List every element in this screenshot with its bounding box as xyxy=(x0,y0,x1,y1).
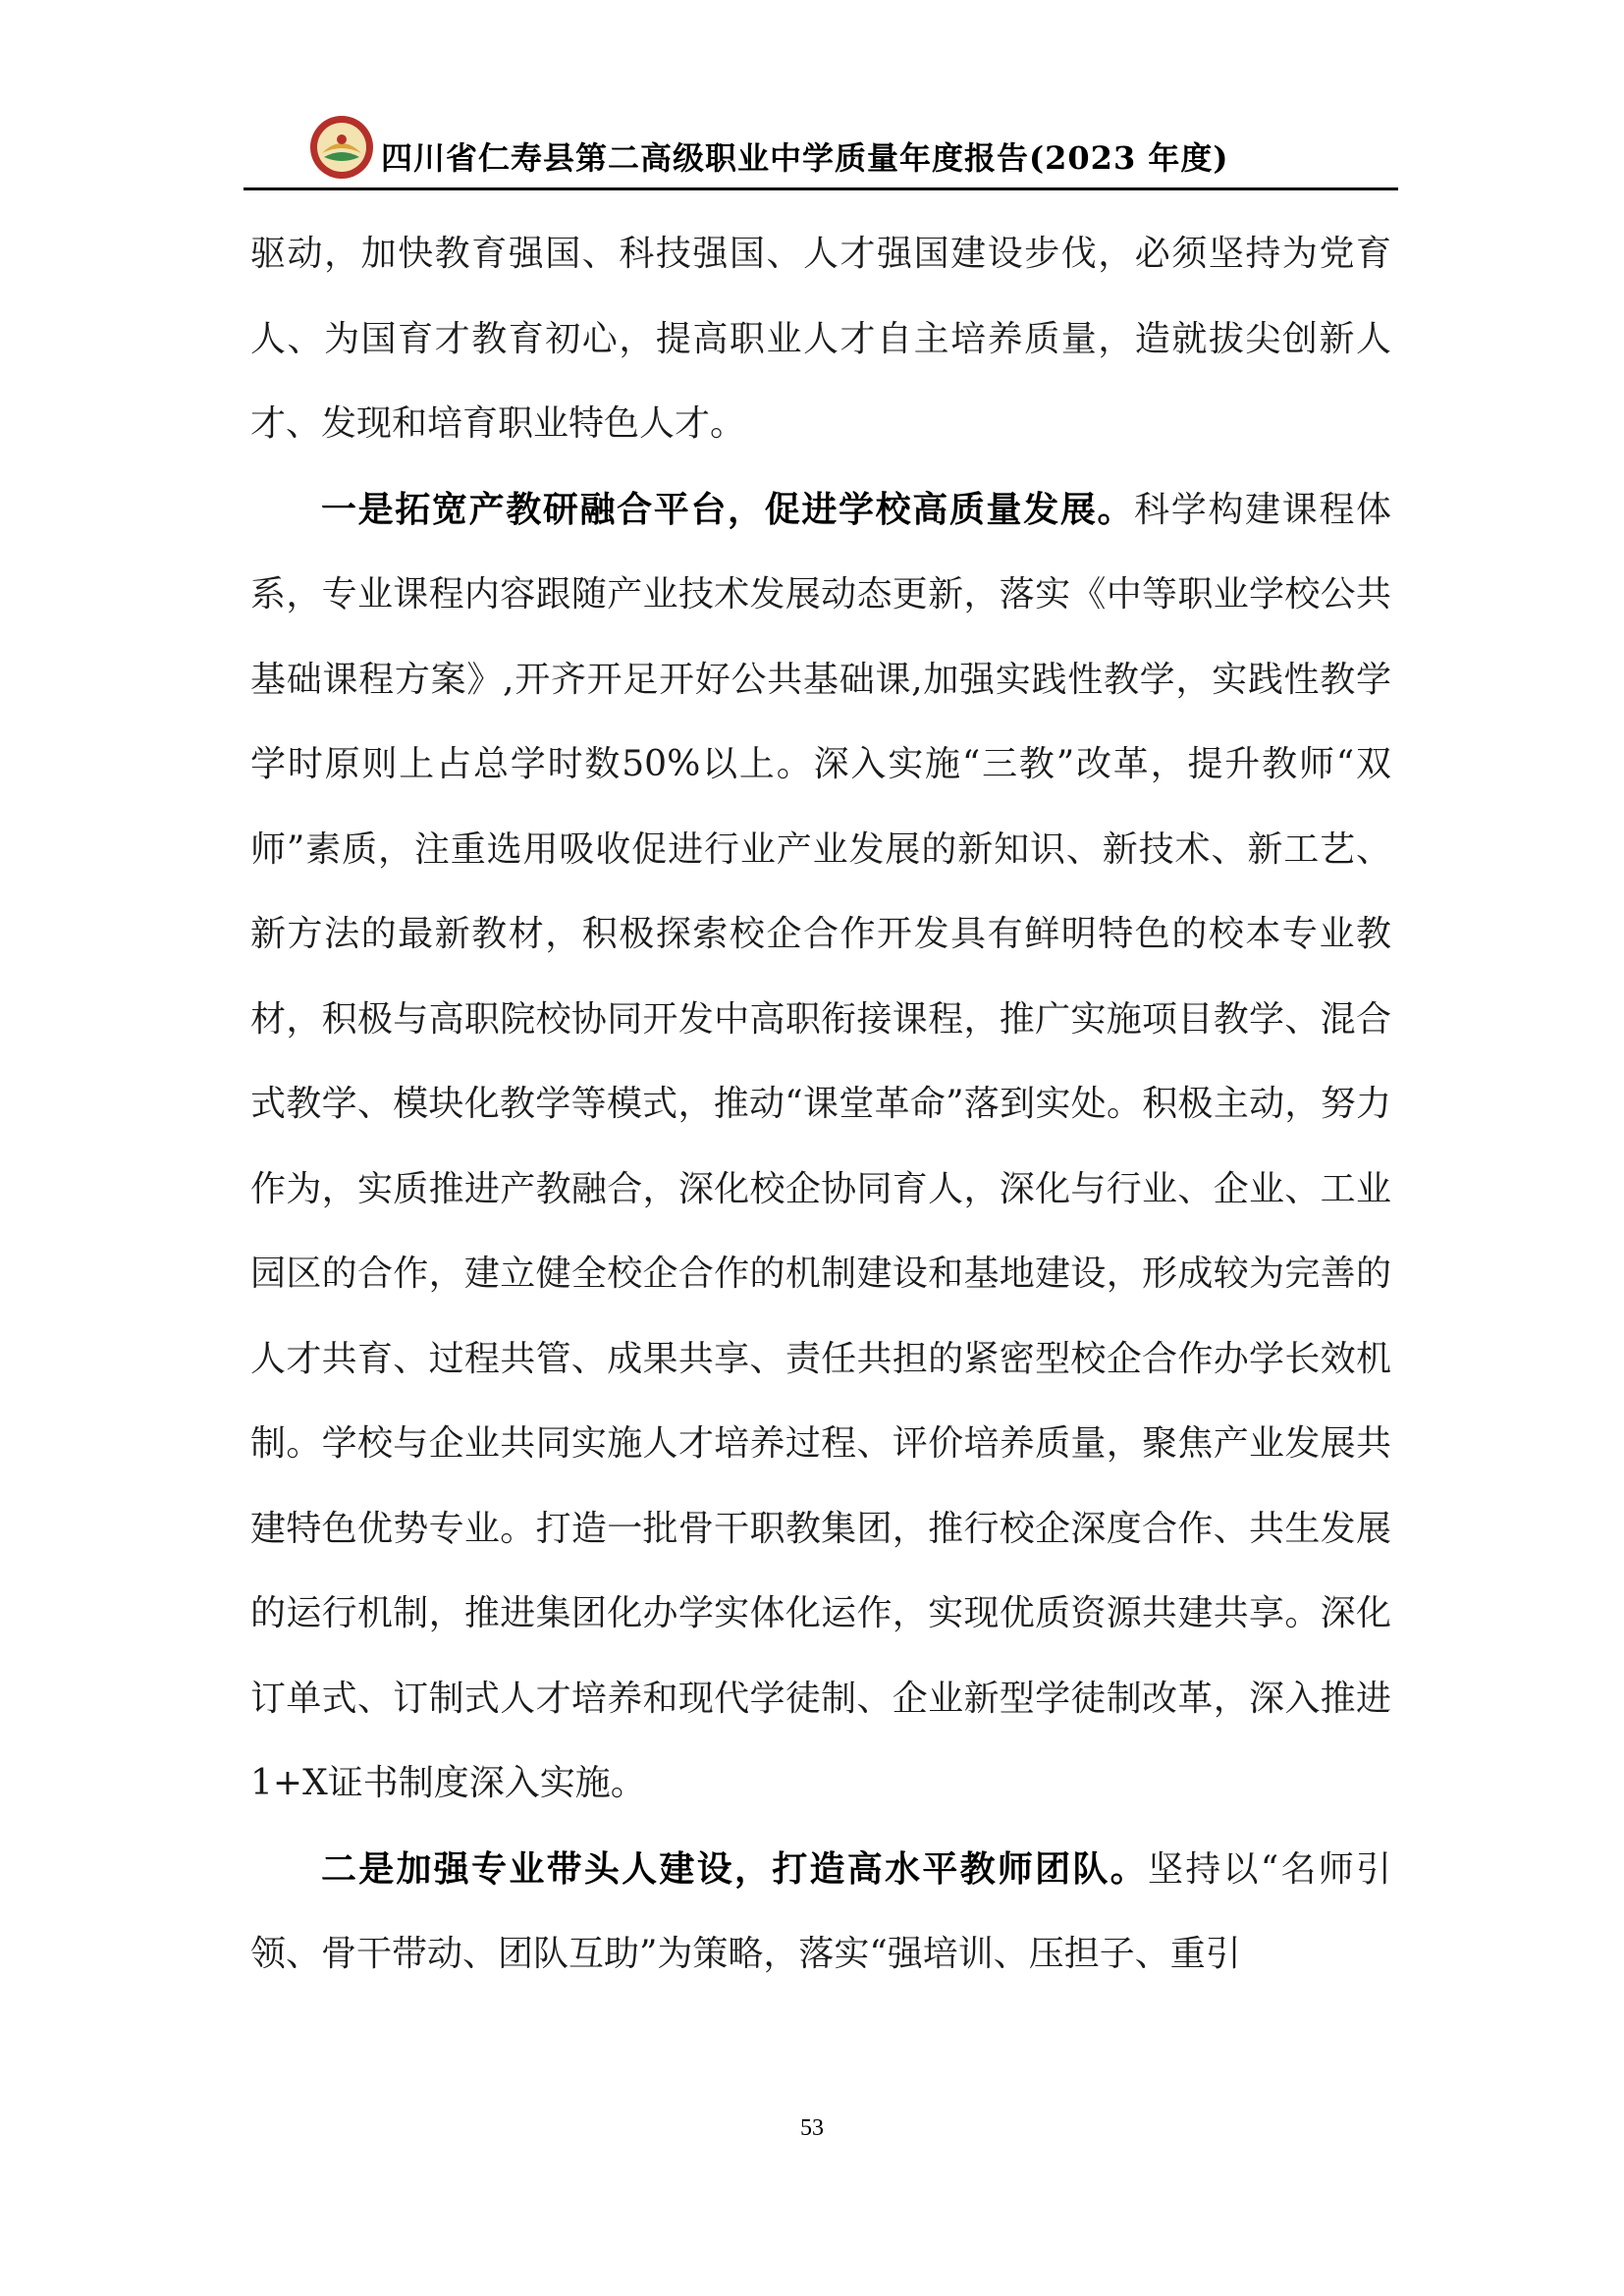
paragraph-body: 科学构建课程体系，专业课程内容跟随产业技术发展动态更新，落实《中等职业学校公共基础课程方案》,开齐开足开好公共基础课,加强实践性教学，实践性教学学时原则上占总学时数50%以上。深入实施“三教”改革，提升教师“双师”素质，注重选用吸收促进行业产业发展的新知识、新技术、新工艺、新方法的最新教材，积极探索校企合作开发具有鲜明特色的校本专业教材，积极与高职院校协同开发中高职衔接课程，推广实施项目教学、混合式教学、模块化教学等模式，推动“课堂革命”落到实处。积极主动，努力作为，实质推进产教融合，深化校企协同育人，深化与行业、企业、工业园区的合作，建立健全校企合作的机制建设和基地建设，形成较为完善的人才共育、过程共管、成果共享、责任共担的紧密型校企合作办学长效机制。学校与企业共同实施人才培养过程、评价培养质量，聚焦产业发展共建特色优势专业。打造一批骨干职教集团，推行校企深度合作、共生发展的运行机制，推进集团化办学实体化运作，实现优质资源共建共享。深化订单式、订制式人才培养和现代学徒制、企业新型学徒制改革，深入推进 1+X证书制度深入实施。 xyxy=(250,489,1391,1803)
paragraph-lead-heading: 一是拓宽产教研融合平台，促进学校高质量发展。 xyxy=(321,488,1135,530)
page-number: 53 xyxy=(800,2115,824,2141)
page-header xyxy=(244,106,1398,190)
paragraph-continuation: 驱动，加快教育强国、科技强国、人才强国建设步伐，必须坚持为党育人、为国育才教育初心，提高职业人才自主培养质量，造就拔尖创新人才、发现和培育职业特色人才。 xyxy=(250,234,1391,444)
paragraph-body: 坚持以“名师引领、骨干带动、团队互助”为策略，落实“强培训、压担子、重引 xyxy=(250,1848,1391,1974)
report-title: 四川省仁寿县第二高级职业中学质量年度报告(2023 年度) xyxy=(381,139,1229,177)
school-emblem-icon xyxy=(308,114,375,181)
paragraph-teacher-team xyxy=(250,1827,1391,1998)
paragraph-industry-education-platform xyxy=(250,467,1391,1827)
header-divider xyxy=(244,187,1398,190)
paragraph-lead-heading: 二是加强专业带头人建设，打造高水平教师团队。 xyxy=(321,1847,1148,1890)
report-body xyxy=(250,212,1391,1998)
